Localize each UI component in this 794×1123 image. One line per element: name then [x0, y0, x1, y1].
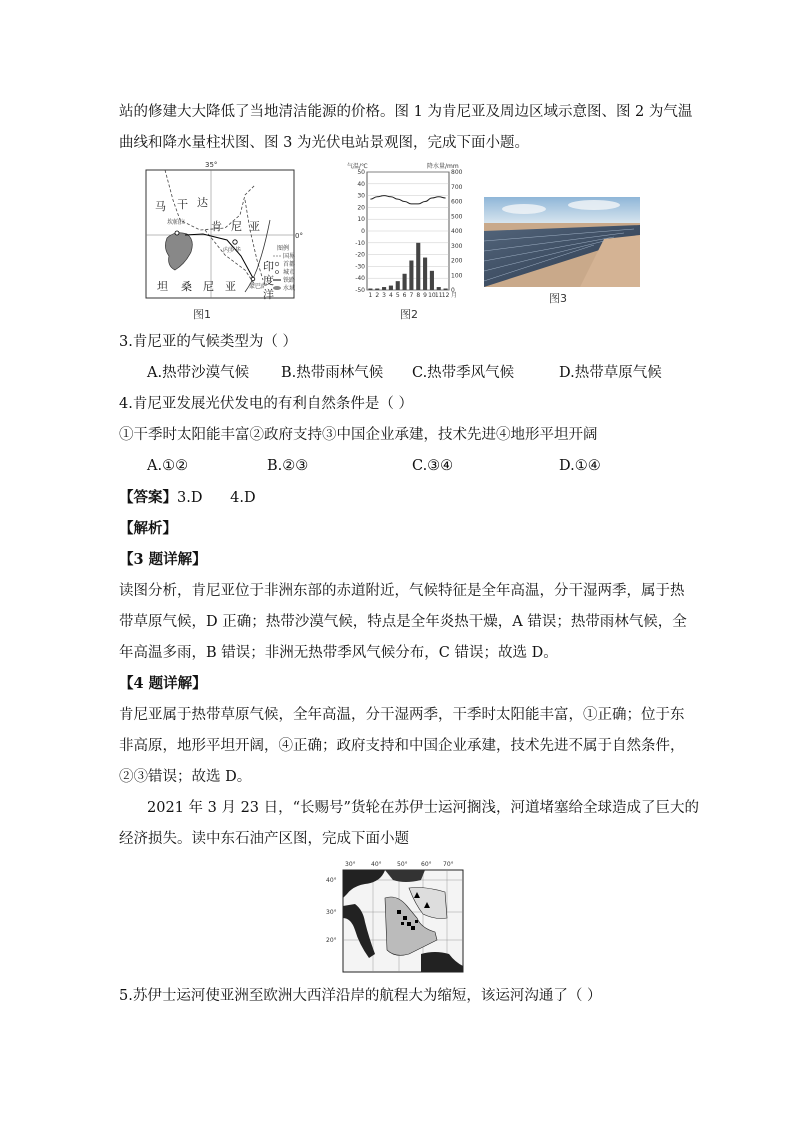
precipitation-bar: [437, 287, 441, 290]
fig4-top-label-70: 70°: [443, 861, 454, 868]
fig1-label-nairobi: 内罗毕: [223, 247, 242, 254]
month-tick-label: 6: [402, 292, 407, 299]
fig1-label-tan: 坦: [157, 280, 168, 293]
fig4-side-label-30: 30°: [326, 909, 337, 916]
precipitation-bar: [444, 289, 448, 290]
q3-detail-line-1: 读图分析，肯尼亚位于非洲东部的赤道附近，气候特征是全年高温，分干湿两季，属于热: [119, 583, 685, 599]
right-tick-label: 500: [451, 213, 463, 221]
month-tick-label: 11: [434, 292, 443, 299]
fig1-label-da: 达: [197, 196, 208, 209]
answer-label: 【答案】: [119, 489, 177, 506]
left-tick-label: -10: [355, 239, 365, 247]
precipitation-bar: [409, 261, 413, 291]
passage2-line-1: 2021 年 3 月 23 日，“长赐号”货轮在苏伊士运河搁浅，河道堵塞给全球造成了巨大的: [147, 800, 699, 816]
left-tick-label: -40: [355, 275, 365, 283]
fig4-side-label-20: 20°: [326, 937, 337, 944]
left-tick-label: 0: [361, 228, 365, 235]
fig1-label-yin: 印: [263, 260, 274, 273]
right-tick-label: 300: [451, 242, 463, 250]
right-tick-label: 0: [451, 287, 455, 294]
fig1-label-ya: 亚: [249, 220, 260, 233]
fig1-legend-title: 图例: [277, 245, 290, 252]
precipitation-bar: [416, 243, 420, 290]
fig1-legend-water: 水域: [283, 285, 296, 292]
precipitation-bar: [423, 258, 427, 290]
fig1-label-ma: 马: [155, 200, 166, 213]
fig1-lon-label: 35°: [205, 161, 218, 169]
right-tick-label: 700: [451, 183, 463, 191]
figure1-caption: 图1: [193, 308, 211, 321]
figure3-solar-farm-photo: [484, 197, 640, 287]
precipitation-bar: [375, 289, 379, 290]
fig1-legend-city: 城市: [283, 269, 296, 276]
fig4-top-label-50: 50°: [397, 861, 408, 868]
month-tick-label: 9: [423, 292, 427, 299]
intro-line-1: 站的修建大大降低了当地清洁能源的价格。图 1 为肯尼亚及周边区域示意图、图 2 为气温: [119, 104, 693, 120]
figure1-kenya-map: [145, 160, 303, 302]
month-unit-label: 月: [451, 292, 458, 299]
fig2-left-axis-title: 气温/℃: [347, 163, 368, 170]
analysis-label: 【解析】: [119, 520, 177, 537]
q4-conditions: ①干季时太阳能丰富②政府支持③中国企业承建，技术先进④地形平坦开阔: [119, 427, 598, 443]
fig4-top-label-30: 30°: [345, 861, 356, 868]
month-tick-label: 1: [368, 292, 373, 299]
month-tick-label: 3: [382, 292, 386, 299]
q3-detail-label: 【3 题详解】: [119, 551, 207, 568]
fig1-label-yang: 洋: [263, 288, 274, 301]
left-tick-label: -30: [355, 263, 365, 271]
q3-detail-line-2: 带草原气候，D 正确；热带沙漠气候，特点是全年炎热干燥，A 错误；热带雨林气候，全: [119, 614, 687, 630]
left-tick-label: -50: [355, 287, 365, 294]
right-tick-label: 800: [451, 169, 463, 176]
passage2-line-2: 经济损失。读中东石油产区图，完成下面小题: [119, 831, 409, 847]
fig2-right-axis-title: 降水量/mm: [427, 163, 459, 170]
precipitation-bar: [389, 286, 393, 290]
q3-option-a: A.热带沙漠气候: [147, 365, 250, 381]
right-tick-label: 600: [451, 198, 463, 206]
left-tick-label: 10: [357, 216, 365, 224]
q4-detail-line-1: 肯尼亚属于热带草原气候，全年高温，分干湿两季，干季时太阳能丰富，①正确；位于东: [119, 707, 685, 723]
figure3-caption: 图3: [549, 292, 567, 305]
month-tick-label: 10: [428, 292, 436, 299]
figure2-caption: 图2: [400, 308, 418, 321]
fig1-label-ni: 尼: [231, 220, 242, 233]
month-tick-label: 12: [441, 292, 450, 299]
q4-option-a: A.①②: [147, 458, 189, 474]
q4-detail-line-2: 非高原，地形平坦开阔，④正确；政府支持和中国企业承建，技术先进不属于自然条件，: [119, 738, 685, 754]
fig1-label-ya2: 亚: [225, 280, 236, 293]
q3-stem: 3.肯尼亚的气候类型为（ ）: [119, 334, 297, 350]
fig4-top-label-60: 60°: [421, 861, 432, 868]
precipitation-bar: [368, 289, 372, 290]
left-tick-label: 30: [357, 192, 365, 200]
precipitation-bar: [382, 287, 386, 290]
q4-option-b: B.②③: [267, 458, 309, 474]
fig1-legend-railway: 铁路: [283, 277, 296, 284]
q5-stem: 5.苏伊士运河使亚洲至欧洲大西洋沿岸的航程大为缩短，该运河沟通了（ ）: [119, 988, 602, 1004]
fig1-label-du: 度: [263, 274, 274, 287]
answer-value: 3.D 4.D: [177, 490, 256, 506]
month-tick-label: 2: [375, 292, 380, 299]
fig1-label-ken: 肯: [211, 220, 222, 233]
q3-option-c: C.热带季风气候: [412, 365, 515, 381]
left-tick-label: 50: [357, 169, 365, 176]
month-tick-label: 4: [389, 292, 393, 299]
q4-detail-label: 【4 题详解】: [119, 675, 207, 692]
precipitation-bar: [430, 271, 434, 290]
fig4-side-label-40: 40°: [326, 877, 337, 884]
answer-line: [119, 488, 256, 508]
left-tick-label: 20: [357, 204, 365, 212]
precipitation-bar: [403, 274, 407, 290]
left-tick-label: -20: [355, 251, 365, 259]
intro-line-2: 曲线和降水量柱状图、图 3 为光伏电站景观图，完成下面小题。: [119, 135, 529, 151]
fig4-top-label-40: 40°: [371, 861, 382, 868]
fig1-label-kampala: 坎帕拉: [167, 219, 186, 226]
fig1-legend-border: 国界: [283, 253, 296, 260]
figure4-middle-east-oil-map: [325, 858, 465, 974]
q3-option-d: D.热带草原气候: [559, 365, 662, 381]
q3-option-b: B.热带雨林气候: [281, 365, 384, 381]
q4-stem: 4.肯尼亚发展光伏发电的有利自然条件是（ ）: [119, 396, 413, 412]
fig1-legend-capital: 首都: [283, 261, 296, 268]
left-tick-label: 40: [357, 180, 365, 188]
fig1-label-ni2: 尼: [203, 280, 214, 293]
right-tick-label: 400: [451, 228, 463, 235]
q3-detail-line-3: 年高温多雨，B 错误；非洲无热带季风气候分布，C 错误；故选 D。: [119, 645, 558, 661]
fig1-lat-label: 0°: [295, 232, 303, 240]
fig1-label-gan: 干: [177, 198, 188, 211]
month-tick-label: 7: [409, 292, 414, 299]
precipitation-bar: [396, 281, 400, 290]
q4-option-c: C.③④: [412, 458, 454, 474]
q4-option-d: D.①④: [559, 458, 601, 474]
fig1-label-sang: 桑: [181, 280, 192, 293]
right-tick-label: 100: [451, 272, 463, 280]
q4-detail-line-3: ②③错误；故选 D。: [119, 769, 252, 785]
fig1-label-mombasa: 蒙巴萨: [249, 283, 268, 290]
month-tick-label: 5: [395, 292, 400, 299]
right-tick-label: 200: [451, 257, 463, 265]
figure2-climate-chart: [345, 160, 470, 302]
month-tick-label: 8: [416, 292, 421, 299]
